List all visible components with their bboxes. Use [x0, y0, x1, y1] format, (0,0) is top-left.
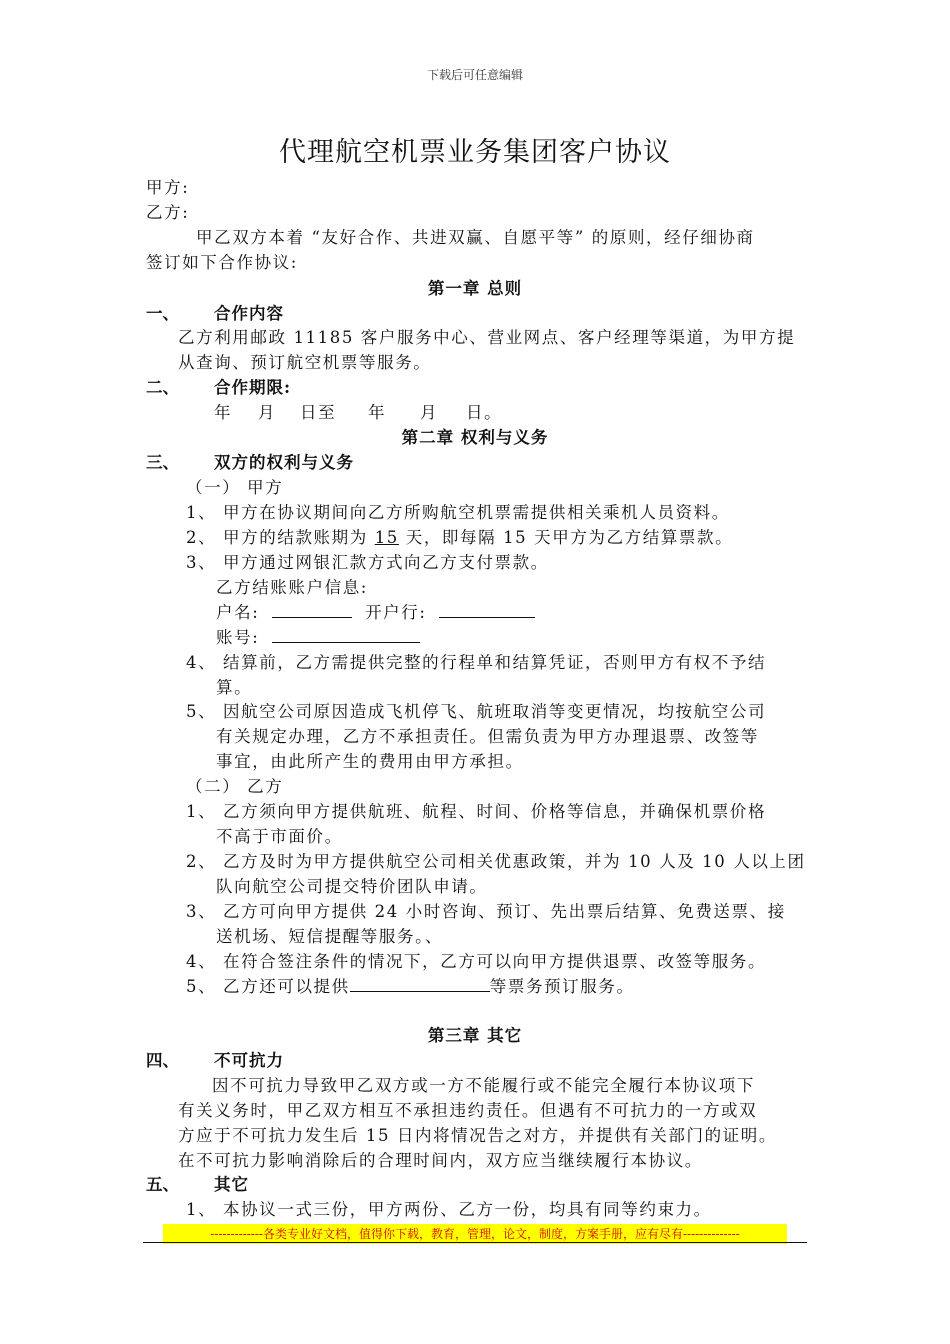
a-item-4-line-2: 算。 — [216, 678, 253, 697]
b-item-2-line-1: 2、 乙方及时为甲方提供航空公司相关优惠政策，并为 10 人及 10 人以上团 — [186, 852, 806, 871]
a-item-2-suffix: 天，即每隔 15 天甲方为乙方结算票款。 — [398, 528, 734, 547]
a-item-2 — [186, 524, 733, 548]
b-item-3-line-1: 3、 乙方可向甲方提供 24 小时咨询、预订、先出票后结算、免费送票、接 — [186, 902, 786, 921]
a-item-5-line-2: 有关规定办理，乙方不承担责任。但需负责为甲方办理退票、改签等 — [216, 727, 759, 746]
account-name-label: 户名: — [216, 603, 260, 622]
a-item-2-days: 15 — [374, 528, 399, 547]
other-item-1: 1、 本协议一式三份，甲方两份、乙方一份，均具有同等约束力。 — [186, 1200, 712, 1219]
period-month-2: 月 — [420, 403, 439, 422]
account-number-blank — [272, 627, 420, 643]
b-item-5-blank — [350, 976, 490, 992]
section-5-title: 其它 — [214, 1175, 249, 1194]
account-name-row — [216, 599, 535, 623]
period-year-2: 年 — [368, 403, 387, 422]
intro-line-2: 签订如下合作协议: — [146, 253, 298, 272]
section-3-title: 双方的权利与义务 — [214, 453, 354, 472]
intro-line-1: 甲乙双方本着 “友好合作、共进双赢、自愿平等” 的原则，经仔细协商 — [196, 228, 755, 247]
account-info-label: 乙方结账账户信息: — [216, 578, 368, 597]
period-month-1: 月 — [258, 403, 277, 422]
bank-label: 开户行: — [365, 603, 427, 622]
b-item-5-prefix: 5、 乙方还可以提供 — [186, 977, 350, 996]
section-4-number: 四、 — [146, 1051, 179, 1070]
section-1-number: 一、 — [146, 304, 179, 323]
section-1-title: 合作内容 — [214, 304, 284, 323]
force-majeure-line-4: 在不可抗力影响消除后的合理时间内，双方应当继续履行本协议。 — [178, 1151, 703, 1170]
subsection-b-heading: （二） 乙方 — [186, 777, 284, 796]
party-a-label: 甲方: — [146, 178, 190, 197]
b-item-5-suffix: 等票务预订服务。 — [489, 977, 635, 996]
account-number-label: 账号: — [216, 628, 260, 647]
b-item-3-line-2: 送机场、短信提醒等服务。、 — [216, 927, 444, 946]
a-item-5-line-3: 事宜，由此所产生的费用由甲方承担。 — [216, 752, 524, 771]
section-4-title: 不可抗力 — [214, 1051, 284, 1070]
force-majeure-line-3: 方应于不可抗力发生后 15 日内将情况告之对方，并提供有关部门的证明。 — [178, 1126, 777, 1145]
document-title: 代理航空机票业务集团客户协议 — [279, 137, 671, 168]
section-2-number: 二、 — [146, 378, 179, 397]
chapter-2-heading: 第二章 权利与义务 — [401, 428, 549, 447]
period-year-1: 年 — [214, 403, 233, 422]
section-2-title: 合作期限: — [214, 378, 292, 397]
b-item-2-line-2: 队向航空公司提交特价团队申请。 — [216, 877, 488, 896]
b-item-4: 4、 在符合签注条件的情况下，乙方可以向甲方提供退票、改签等服务。 — [186, 952, 767, 971]
period-day-2: 日。 — [466, 403, 503, 422]
force-majeure-line-2: 有关义务时，甲乙双方相互不承担违约责任。但遇有不可抗力的一方或双 — [178, 1101, 758, 1120]
section-3-number: 三、 — [146, 453, 179, 472]
a-item-2-prefix: 2、 甲方的结款账期为 — [186, 528, 375, 547]
a-item-5-line-1: 5、 因航空公司原因造成飞机停飞、航班取消等变更情况，均按航空公司 — [186, 702, 767, 721]
subsection-a-heading: （一） 甲方 — [186, 478, 284, 497]
party-b-label: 乙方: — [146, 203, 190, 222]
section-1-line-2: 从查询、预订航空机票等服务。 — [178, 353, 432, 372]
chapter-1-heading: 第一章 总则 — [427, 279, 523, 298]
chapter-3-heading: 第三章 其它 — [427, 1026, 523, 1045]
a-item-4-line-1: 4、 结算前，乙方需提供完整的行程单和结算凭证，否则甲方有权不予结 — [186, 653, 767, 672]
bank-blank — [439, 602, 535, 618]
section-5-number: 五、 — [146, 1175, 179, 1194]
b-item-1-line-1: 1、 乙方须向甲方提供航班、航程、时间、价格等信息，并确保机票价格 — [186, 802, 767, 821]
header-note: 下载后可任意编辑 — [426, 68, 523, 82]
footer-rule — [143, 1242, 807, 1243]
section-1-line-1: 乙方利用邮政 11185 客户服务中心、营业网点、客户经理等渠道，为甲方提 — [178, 328, 796, 347]
a-item-3: 3、 甲方通过网银汇款方式向乙方支付票款。 — [186, 553, 549, 572]
account-name-blank — [272, 602, 352, 618]
b-item-5 — [186, 973, 635, 997]
b-item-1-line-2: 不高于市面价。 — [216, 827, 343, 846]
account-number-row — [216, 624, 420, 648]
period-day-1: 日至 — [300, 403, 337, 422]
force-majeure-line-1: 因不可抗力导致甲乙双方或一方不能履行或不能完全履行本协议项下 — [212, 1076, 755, 1095]
footer-banner: -------------各类专业好文档，值得你下载，教育，管理，论文，制度，方案手册，应有尽有-------------- — [163, 1224, 787, 1244]
a-item-1: 1、 甲方在协议期间向乙方所购航空机票需提供相关乘机人员资料。 — [186, 503, 730, 522]
